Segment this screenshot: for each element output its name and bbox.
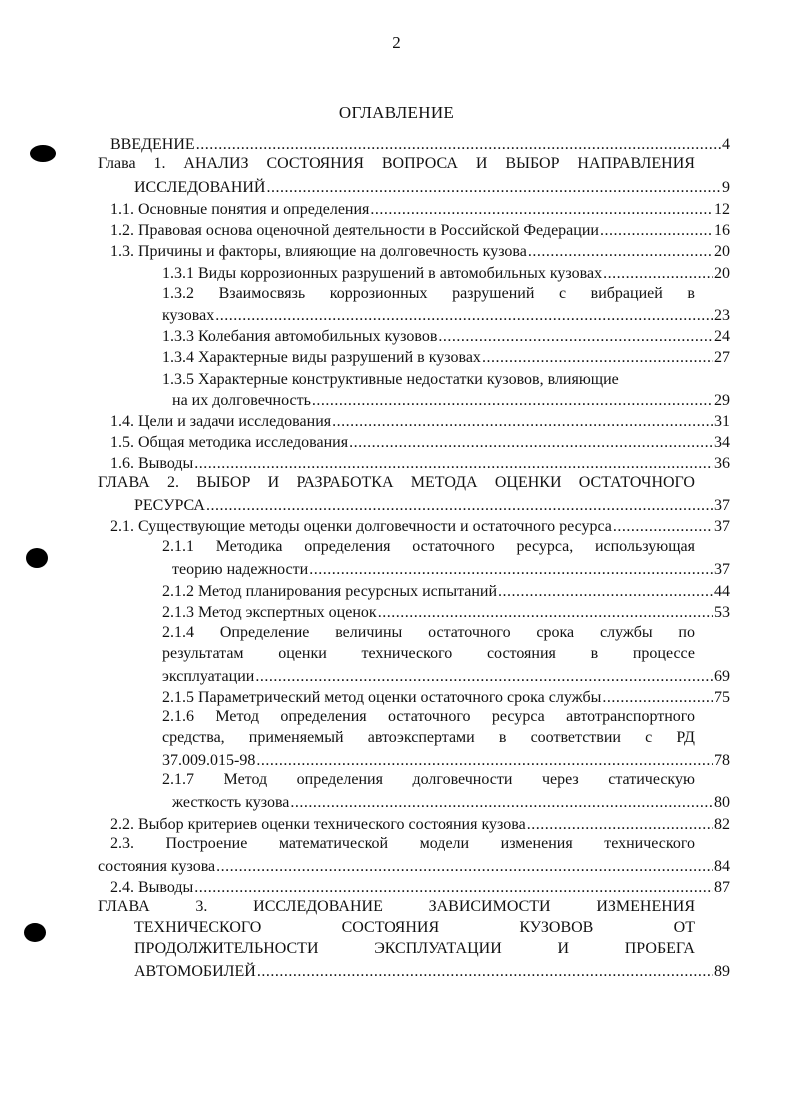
entry-word: остаточного xyxy=(412,538,495,555)
entry-page: 53 xyxy=(714,604,730,621)
punch-hole-mark-2 xyxy=(26,548,48,568)
entry-page: 31 xyxy=(714,413,730,430)
entry-word: процессе xyxy=(632,645,695,662)
entry-title: 1.2. Правовая основа оценочной деятельности в Российской Федерации xyxy=(110,222,599,239)
entry-word: РД xyxy=(676,729,695,746)
toc-entry-2-1-4-end[interactable] xyxy=(162,665,730,687)
toc-entry-chapter-3-line3[interactable] xyxy=(134,939,695,961)
entry-word: в xyxy=(590,645,599,662)
entry-word: разрушений xyxy=(452,285,535,302)
toc-entry-1-3-2[interactable] xyxy=(162,284,695,306)
entry-title: АВТОМОБИЛЕЙ xyxy=(134,963,256,980)
entry-word: использующая xyxy=(594,538,695,555)
entry-word: ТЕХНИЧЕСКОГО xyxy=(134,919,262,936)
entry-word: состояния xyxy=(486,645,556,662)
entry-word: величины xyxy=(335,624,403,641)
entry-word: ВОПРОСА xyxy=(381,155,458,172)
entry-word: остаточного xyxy=(428,624,511,641)
entry-page: 20 xyxy=(714,265,730,282)
entry-word: математической xyxy=(278,835,389,852)
entry-title: жесткость кузова xyxy=(172,794,290,811)
entry-word: ВЫБОР xyxy=(505,155,560,172)
entry-word: И xyxy=(557,940,570,957)
entry-page: 37 xyxy=(714,518,730,535)
toc-entry-1-3-2-end[interactable] xyxy=(162,304,730,326)
entry-title: 1.4. Цели и задачи исследования xyxy=(110,413,332,430)
entry-page: 75 xyxy=(714,689,730,706)
entry-title: 2.1. Существующие методы оценки долговечности и остаточного ресурса xyxy=(110,518,612,535)
entry-word: И xyxy=(475,155,488,172)
entry-word: МЕТОДА xyxy=(410,474,478,491)
entry-title: 2.1.2 Метод планирования ресурсных испытаний xyxy=(162,583,498,600)
entry-title: 1.3.3 Колебания автомобильных кузовов xyxy=(162,328,438,345)
entry-page: 37 xyxy=(714,497,730,514)
entry-page: 20 xyxy=(714,243,730,260)
entry-page: 80 xyxy=(714,794,730,811)
entry-page: 44 xyxy=(714,583,730,600)
entry-title: 37.009.015-98 xyxy=(162,752,256,769)
entry-word: Методика xyxy=(215,538,283,555)
toc-entry-2-1-6[interactable] xyxy=(162,707,695,729)
entry-word: И xyxy=(267,474,280,491)
entry-word: ВЫБОР xyxy=(196,474,251,491)
toc-entry-2-1-5[interactable] xyxy=(162,686,730,708)
entry-title: 2.1.3 Метод экспертных оценок xyxy=(162,604,377,621)
entry-page: 12 xyxy=(714,201,730,218)
toc-entry-chapter-2[interactable] xyxy=(98,473,695,495)
entry-word: Метод xyxy=(223,771,268,788)
entry-word: технического xyxy=(361,645,453,662)
entry-word: модели xyxy=(419,835,470,852)
entry-word: коррозионных xyxy=(329,285,428,302)
entry-page: 4 xyxy=(722,136,730,153)
entry-title: теорию надежности xyxy=(172,561,309,578)
toc-entry-1-3-5-end[interactable] xyxy=(172,389,730,411)
entry-word: 1. xyxy=(153,155,166,172)
entry-word: Определение xyxy=(219,624,310,641)
entry-word: 2. xyxy=(166,474,179,491)
toc-entry-chapter-1[interactable] xyxy=(98,154,695,176)
entry-word: ИССЛЕДОВАНИЕ xyxy=(253,898,383,915)
toc-entry-chapter-2-end[interactable] xyxy=(134,494,730,516)
entry-word: ПРОДОЛЖИТЕЛЬНОСТИ xyxy=(134,940,319,957)
entry-page: 29 xyxy=(714,392,730,409)
page-number: 2 xyxy=(392,33,401,52)
toc-entry-chapter-3[interactable] xyxy=(98,897,695,919)
entry-word: АНАЛИЗ xyxy=(183,155,249,172)
entry-title: 2.1.5 Параметрический метод оценки остаточного срока службы xyxy=(162,689,602,706)
entry-title: состояния кузова xyxy=(98,858,216,875)
toc-entry-2-1-3[interactable] xyxy=(162,601,730,623)
punch-hole-mark-3 xyxy=(24,923,46,942)
toc-entry-2-1-1[interactable] xyxy=(162,537,695,559)
entry-title: ВВЕДЕНИЕ xyxy=(110,136,195,153)
toc-entry-2-2[interactable] xyxy=(110,813,730,835)
entry-page: 24 xyxy=(714,328,730,345)
entry-title: 2.4. Выводы xyxy=(110,879,194,896)
toc-entry-2-4[interactable] xyxy=(110,876,730,898)
entry-word: ОСТАТОЧНОГО xyxy=(578,474,695,491)
toc-entry-2-1-7-end[interactable] xyxy=(172,791,730,813)
entry-page: 89 xyxy=(714,963,730,980)
toc-entry-1-6[interactable] xyxy=(110,452,730,474)
entry-page: 36 xyxy=(714,455,730,472)
entry-page: 37 xyxy=(714,561,730,578)
entry-word: Взаимосвязь xyxy=(218,285,306,302)
entry-word: в xyxy=(687,285,695,302)
entry-word: ресурса xyxy=(491,708,545,725)
entry-page: 27 xyxy=(714,349,730,366)
entry-word: с xyxy=(558,285,567,302)
entry-word: 2.1.7 xyxy=(162,771,194,788)
entry-word: ПРОБЕГА xyxy=(624,940,695,957)
entry-word: РАЗРАБОТКА xyxy=(296,474,394,491)
entry-title: кузовах xyxy=(162,307,215,324)
entry-title: 1.3.1 Виды коррозионных разрушений в автомобильных кузовах xyxy=(162,265,603,282)
entry-word: применяемый xyxy=(248,729,344,746)
entry-word: 2.1.1 xyxy=(162,538,194,555)
entry-word: 3. xyxy=(195,898,208,915)
punch-hole-mark-1 xyxy=(30,145,56,162)
entry-word: определения xyxy=(304,538,391,555)
entry-word: 2.1.4 xyxy=(162,624,194,641)
entry-word: Построение xyxy=(165,835,248,852)
entry-word: в xyxy=(498,729,507,746)
entry-word: НАПРАВЛЕНИЯ xyxy=(577,155,695,172)
entry-word: через xyxy=(541,771,579,788)
toc-entry-2-1-1-end[interactable] xyxy=(172,558,730,580)
toc-title: ОГЛАВЛЕНИЕ xyxy=(338,103,455,122)
entry-word: остаточного xyxy=(388,708,471,725)
toc-entry-2-3-end[interactable] xyxy=(98,855,730,877)
entry-page: 16 xyxy=(714,222,730,239)
entry-word: соответствии xyxy=(530,729,621,746)
entry-word: 1.3.2 xyxy=(162,285,194,302)
entry-word: автотранспортного xyxy=(566,708,695,725)
toc-entry-1-1[interactable] xyxy=(110,198,730,220)
entry-title: 1.3. Причины и факторы, влияющие на долговечность кузова xyxy=(110,243,527,260)
toc-entry-1-3-3[interactable] xyxy=(162,325,730,347)
entry-word: ресурса, xyxy=(516,538,574,555)
entry-title: 2.2. Выбор критериев оценки технического состояния кузова xyxy=(110,816,526,833)
entry-word: СОСТОЯНИЯ xyxy=(341,919,440,936)
entry-word: статическую xyxy=(608,771,695,788)
entry-word: определения xyxy=(296,771,383,788)
entry-page: 87 xyxy=(714,879,730,896)
entry-title: 1.6. Выводы xyxy=(110,455,194,472)
entry-word: Метод xyxy=(215,708,259,725)
entry-title: 1.3.5 Характерные конструктивные недостатки кузовов, влияющие xyxy=(162,371,619,388)
entry-word: ОЦЕНКИ xyxy=(494,474,562,491)
entry-title: эксплуатации xyxy=(162,668,255,685)
entry-page: 23 xyxy=(714,307,730,324)
toc-entry-2-3[interactable] xyxy=(110,834,695,856)
entry-title: 1.1. Основные понятия и определения xyxy=(110,201,370,218)
toc-entry-2-1-4-line2[interactable] xyxy=(162,644,695,666)
toc-entry-2-1-4[interactable] xyxy=(162,623,695,645)
toc-entry-chapter-1-end[interactable] xyxy=(134,176,730,198)
entry-page: 82 xyxy=(714,816,730,833)
entry-word: ЗАВИСИМОСТИ xyxy=(428,898,551,915)
entry-word: ИЗМЕНЕНИЯ xyxy=(596,898,695,915)
entry-word: ЭКСПЛУАТАЦИИ xyxy=(374,940,502,957)
entry-word: технического xyxy=(604,835,695,852)
entry-word: службы xyxy=(599,624,653,641)
toc-entry-2-1[interactable] xyxy=(110,515,730,537)
entry-word: с xyxy=(645,729,653,746)
toc-entry-1-3-1[interactable] xyxy=(162,262,730,284)
toc-entry-chapter-3-end[interactable] xyxy=(134,960,730,982)
entry-word: результатам xyxy=(162,645,244,662)
entry-page: 84 xyxy=(714,858,730,875)
toc-entry-1-3-5[interactable] xyxy=(162,368,695,390)
entry-title: РЕСУРСА xyxy=(134,497,205,514)
entry-word: СОСТОЯНИЯ xyxy=(266,155,364,172)
toc-entry-chapter-3-line2[interactable] xyxy=(134,918,695,940)
entry-word: 2.1.6 xyxy=(162,708,194,725)
entry-word: Глава xyxy=(98,155,136,172)
entry-title: 1.5. Общая методика исследования xyxy=(110,434,349,451)
entry-page: 69 xyxy=(714,668,730,685)
entry-title: 1.3.4 Характерные виды разрушений в кузовах xyxy=(162,349,481,366)
entry-title: ИССЛЕДОВАНИЙ xyxy=(134,179,266,196)
entry-word: по xyxy=(678,624,695,641)
entry-word: срока xyxy=(536,624,575,641)
entry-word: автоэкспертами xyxy=(367,729,475,746)
toc-entry-1-4[interactable] xyxy=(110,410,730,432)
toc-entry-2-1-7[interactable] xyxy=(162,770,695,792)
entry-word: изменения xyxy=(500,835,573,852)
toc-entry-intro[interactable] xyxy=(110,133,730,155)
entry-word: средства, xyxy=(162,729,225,746)
entry-page: 9 xyxy=(722,179,730,196)
entry-word: ГЛАВА xyxy=(98,898,150,915)
toc-entry-2-1-2[interactable] xyxy=(162,580,730,602)
toc-entry-1-2[interactable] xyxy=(110,219,730,241)
entry-word: ГЛАВА xyxy=(98,474,150,491)
entry-word: долговечности xyxy=(412,771,513,788)
entry-word: КУЗОВОВ xyxy=(519,919,594,936)
entry-word: ОТ xyxy=(673,919,695,936)
entry-word: определения xyxy=(280,708,367,725)
toc-entry-1-3-4[interactable] xyxy=(162,346,730,368)
entry-word: вибрацией xyxy=(590,285,663,302)
toc-entry-1-3[interactable] xyxy=(110,240,730,262)
entry-word: 2.3. xyxy=(110,835,134,852)
entry-word: оценки xyxy=(278,645,327,662)
entry-page: 34 xyxy=(714,434,730,451)
toc-entry-2-1-6-line2[interactable] xyxy=(162,728,695,750)
entry-title: на их долговечность xyxy=(172,392,311,409)
toc-entry-2-1-6-end[interactable] xyxy=(162,749,730,771)
toc-entry-1-5[interactable] xyxy=(110,431,730,453)
entry-page: 78 xyxy=(714,752,730,769)
